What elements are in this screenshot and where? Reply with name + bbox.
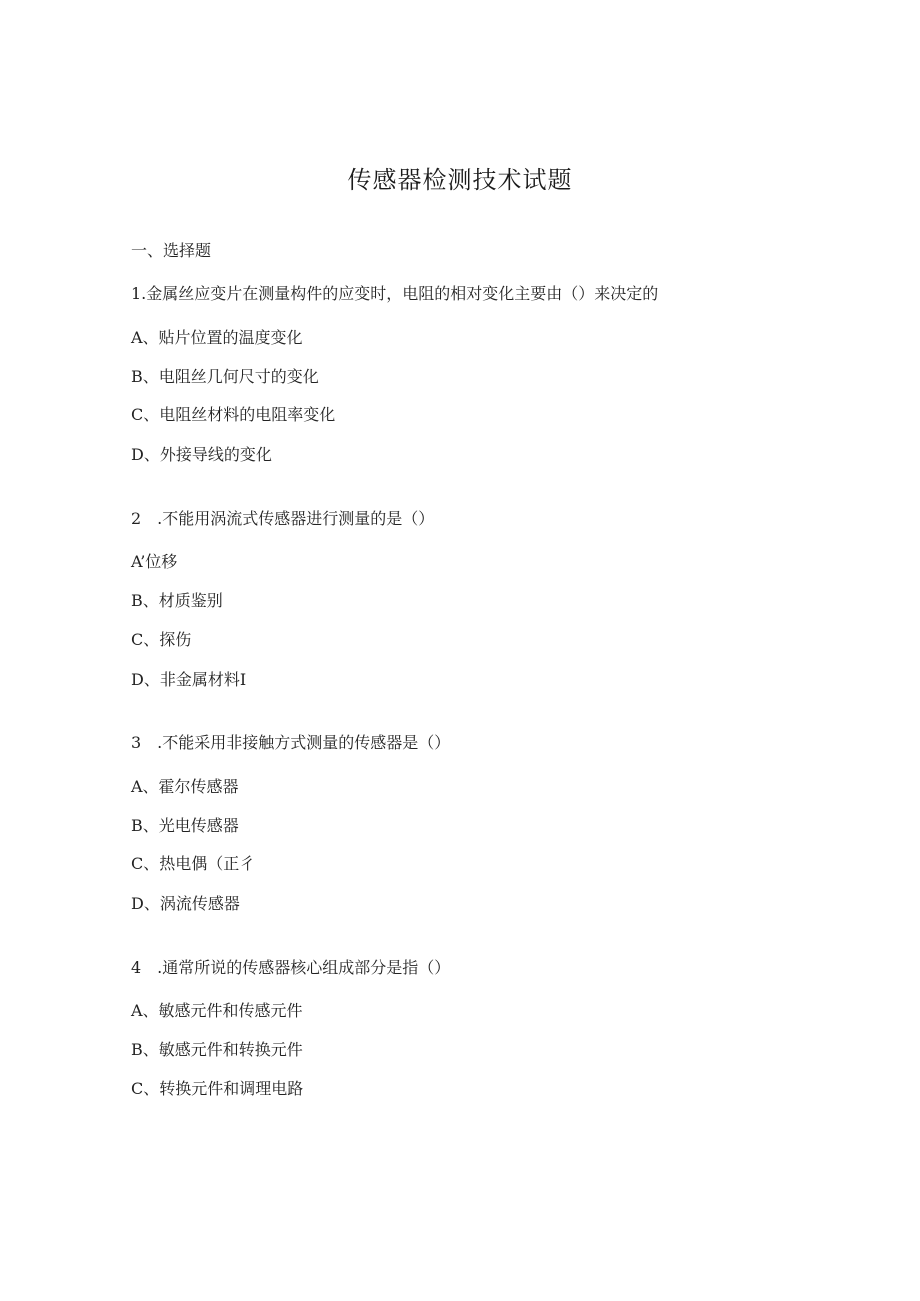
question-2-option-c: C、探伤 xyxy=(131,630,192,649)
question-3-option-a: A、霍尔传感器 xyxy=(131,777,239,796)
question-3-stem: 3 .不能采用非接触方式测量的传感器是（） xyxy=(131,733,451,752)
section-heading: 一、选择题 xyxy=(131,241,212,260)
question-2-option-d: D、非金属材料I xyxy=(131,670,247,689)
question-4-option-c: C、转换元件和调理电路 xyxy=(131,1079,304,1098)
question-1-option-d: D、外接导线的变化 xyxy=(131,445,272,464)
question-4-option-b: B、敏感元件和转换元件 xyxy=(131,1040,303,1059)
question-4-stem: 4 .通常所说的传感器核心组成部分是指（） xyxy=(131,958,451,977)
question-2-option-a: A’位移 xyxy=(131,552,178,571)
document-title: 传感器检测技术试题 xyxy=(347,166,573,194)
question-1-option-b: B、电阻丝几何尺寸的变化 xyxy=(131,367,319,386)
question-3-option-b: B、光电传感器 xyxy=(131,816,239,835)
question-2-stem: 2 .不能用涡流式传感器进行测量的是（） xyxy=(131,509,435,528)
question-1-option-a: A、贴片位置的温度变化 xyxy=(131,328,303,347)
question-4-option-a: A、敏感元件和传感元件 xyxy=(131,1001,303,1020)
question-1-stem: 1.金属丝应变片在测量构件的应变时，电阻的相对变化主要由（）来决定的 xyxy=(131,284,659,303)
question-2-option-b: B、材质鉴别 xyxy=(131,591,223,610)
question-3-option-d: D、涡流传感器 xyxy=(131,894,240,913)
question-3-option-c: C、热电偶（正彳 xyxy=(131,854,256,873)
question-1-option-c: C、电阻丝材料的电阻率变化 xyxy=(131,405,336,424)
